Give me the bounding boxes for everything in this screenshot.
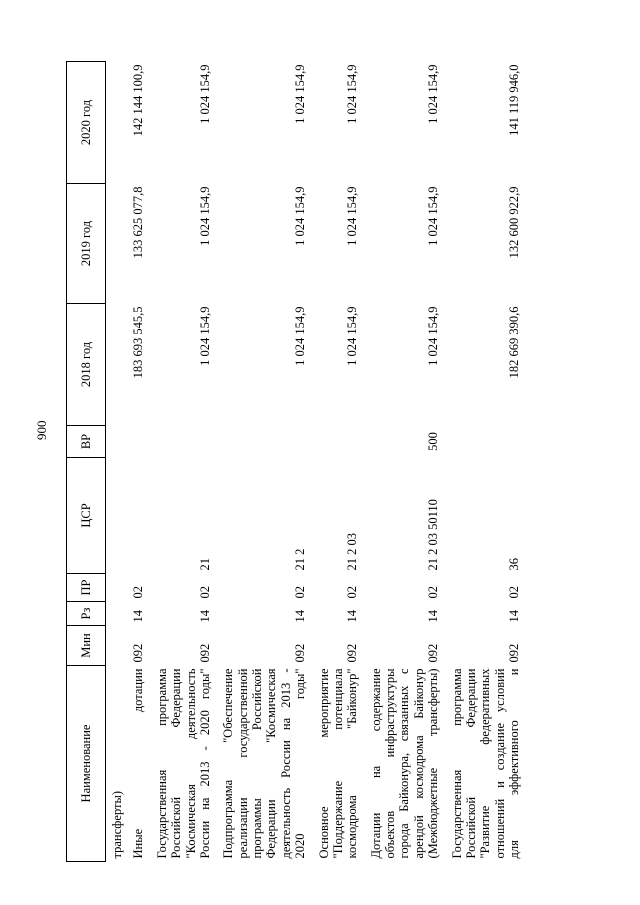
row-name-line: программы Российской [250,668,264,859]
row-name-line: Государственная программа [154,668,169,859]
row-name-line: Российской Федерации [169,668,184,859]
row-name-line: деятельность России на 2013 - [278,668,293,859]
row-value-2018: 1 024 154,9 [345,306,360,366]
row-value-2019: 1 024 154,9 [345,186,360,246]
row-name-line: Российской Федерации [463,668,478,859]
header-rz: Рз [67,602,106,626]
row-name-line: (Межбюджетные трансферты) [426,668,441,859]
row-min: 092 [197,643,212,663]
row-rz: 14 [131,610,146,623]
row-value-2020: 141 119 946,0 [507,64,521,136]
row-value-2019: 1 024 154,9 [293,186,308,246]
budget-table [66,61,525,862]
row-csr: 36 [507,558,521,571]
page-number: 900 [34,420,49,440]
row-vr [216,426,311,458]
row-name [445,666,526,862]
header-2019: 2019 год [67,184,106,304]
row-min: 092 [507,643,521,663]
row-name-line: Федерации "Космическая [264,668,279,859]
row-value-2019: 132 600 922,9 [507,186,521,259]
header-vr: ВР [67,426,106,458]
row-value-2018: 1 024 154,9 [426,306,441,366]
row-name-line: реализации государственной [235,668,250,859]
row-value-2018: 182 669 390,6 [507,306,521,379]
row-rz: 14 [197,610,212,623]
row-csr: 21 2 03 [345,533,360,571]
row-name [364,666,445,862]
row-value-2018: 183 693 545,5 [131,306,146,379]
row-name-line: отношений и создание условий [492,668,507,859]
row-csr [126,458,149,574]
row-name-line: космодрома "Байконур" [345,668,360,859]
row-pr: 02 [131,586,146,599]
row-value-2020: 142 144 100,9 [131,64,146,137]
row-name-line: России на 2013 - 2020 годы" [197,668,212,859]
continuation-row [106,62,127,862]
row-vr [150,426,217,458]
row-value-2019: 1 024 154,9 [197,186,212,246]
header-min: Мин [67,626,106,666]
row-name-line: объектов инфраструктуры [383,668,397,859]
header-pr: ПР [67,574,106,602]
row-min: 092 [426,643,441,663]
row-name-line: арендой космодрома Байконур [411,668,426,859]
row-pr: 02 [197,586,212,599]
row-name-line: Подпрограмма "Обеспечение [221,668,236,859]
header-name: Наименование [67,666,106,862]
row-rz: 14 [426,610,441,623]
row-name-line: 2020 годы" [293,668,308,859]
row-min: 092 [293,643,308,663]
continuation-text: трансферты) [110,790,124,859]
table-row [126,62,149,862]
row-rz: 14 [293,610,308,623]
row-vr [126,426,149,458]
row-pr: 02 [345,586,360,599]
row-name-line: "Поддержание потенциала [330,668,345,859]
row-name [216,666,311,862]
row-name-line: "Развитие федеративных [478,668,493,859]
row-vr [445,426,526,458]
table-row [364,62,445,862]
header-2020: 2020 год [67,62,106,184]
header-csr: ЦСР [67,458,106,574]
table-header-row [67,62,106,862]
header-2018: 2018 год [67,304,106,426]
row-pr: 02 [507,586,521,599]
row-value-2020: 1 024 154,9 [293,64,308,124]
row-value-2019: 1 024 154,9 [426,186,441,246]
row-name [312,666,364,862]
table-row [150,62,217,862]
row-name-line: Государственная программа [449,668,464,859]
table-row [216,62,311,862]
row-rz: 14 [345,610,360,623]
row-name-line: "Космическая деятельность [183,668,198,859]
table-row [445,62,526,862]
row-value-2020: 1 024 154,9 [197,64,212,124]
row-name-line: для эффективного и [507,668,521,859]
row-pr: 02 [426,586,441,599]
table-row [312,62,364,862]
row-min: 092 [131,643,146,663]
row-name [126,666,149,862]
row-csr: 21 2 [293,548,308,571]
row-rz: 14 [507,610,521,623]
row-csr: 21 [197,558,212,571]
row-vr: 500 [426,432,441,451]
row-value-2020: 1 024 154,9 [345,64,360,124]
row-name-line: Дотации на содержание [368,668,383,859]
row-vr [312,426,364,458]
row-value-2018: 1 024 154,9 [197,306,212,366]
row-min: 092 [345,643,360,663]
row-value-2020: 1 024 154,9 [426,64,441,124]
row-value-2018: 1 024 154,9 [293,306,308,366]
row-value-2019: 133 625 077,8 [131,186,146,259]
row-csr: 21 2 03 50110 [426,499,441,571]
row-name-line: Основное мероприятие [316,668,331,859]
budget-table-landscape [66,62,566,862]
row-name-line: Иные дотации [131,668,146,859]
row-name-line: города Байконура, связанных с [397,668,412,859]
row-pr: 02 [293,586,308,599]
row-name [150,666,217,862]
